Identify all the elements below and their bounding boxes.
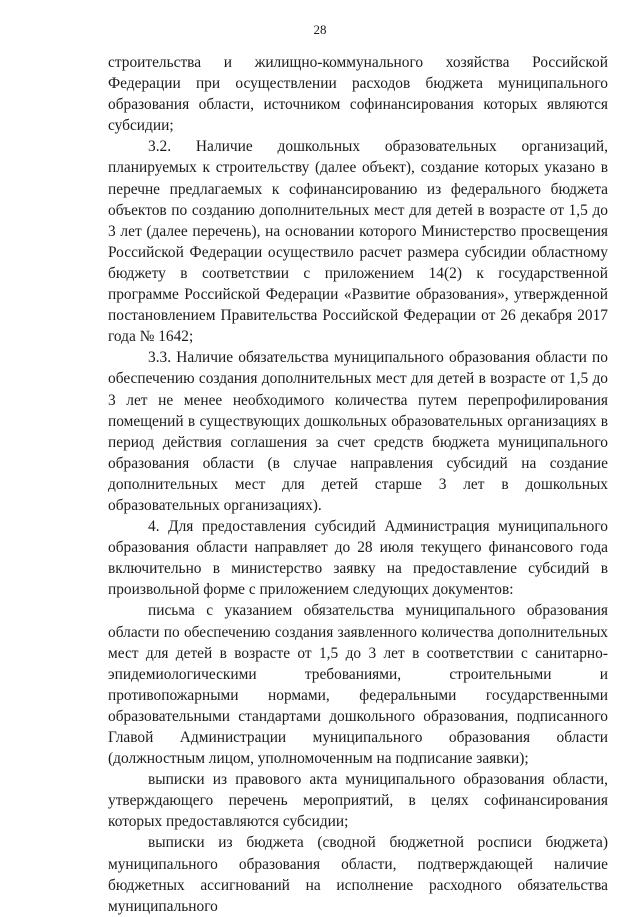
paragraph-3-2: 3.2. Наличие дошкольных образовательных организаций, планируемых к строительству (далее объект), создание которых указано в перечне предлагаемых к софинансированию из федерального бюджета объектов по созданию дополнительных мест для детей в возрасте от 1,5 до 3 лет (далее перечень), на основании которого Министерство просвещения Российской Федерации осуществило расчет размера субсидии областному бюджету в соответствии с приложением 14(2) к государственной программе Российской Федерации «Развитие образования», утвержденной постановлением Правительства Российской Федерации от 26 декабря 2017 года № 1642; <box>108 138 608 346</box>
paragraph-4: 4. Для предоставления субсидий Администрация муниципального образования области направляет до 28 июля текущего финансового года включительно в министерство заявку на предоставление субсидий в произвольной форме с приложением следующих документов: <box>108 518 608 599</box>
paragraph-continuation: строительства и жилищно-коммунального хозяйства Российской Федерации при осуществлении расходов бюджета муниципального образования области, источником софинансирования которых являются субсидии; <box>108 54 608 135</box>
paragraph-3-3: 3.3. Наличие обязательства муниципального образования области по обеспечению создания дополнительных мест для детей в возрасте от 1,5 до 3 лет не менее необходимого количества путем перепрофилирования помещений в существующих дошкольных образовательных организациях в период действия соглашения за счет средств бюджета муниципального образования области (в случае направления субсидий на создание дополнительных мест для детей старше 3 лет в дошкольных образовательных организациях). <box>108 349 608 514</box>
page-number: 28 <box>313 22 327 37</box>
list-item-budget-extract: выписки из бюджета (сводной бюджетной росписи бюджета) муниципального образования области, подтверждающей наличие бюджетных ассигнований на исполнение расходного обязательства муниципального <box>108 834 608 915</box>
list-item-legal-act-extract: выписки из правового акта муниципального образования области, утверждающего перечень мероприятий, в целях софинансирования которых предоставляются субсидии; <box>108 771 608 831</box>
document-body <box>108 52 608 917</box>
list-item-letter: письма с указанием обязательства муниципального образования области по обеспечению создания заявленного количества дополнительных мест для детей в возрасте от 1,5 до 3 лет в соответствии с санитарно-эпидемиологическими требованиями, строительными и противопожарными нормами, федеральными государственными образовательными стандартами дошкольного образования, подписанного Главой Администрации муниципального образования области (должностным лицом, уполномоченным на подписание заявки); <box>108 602 608 768</box>
